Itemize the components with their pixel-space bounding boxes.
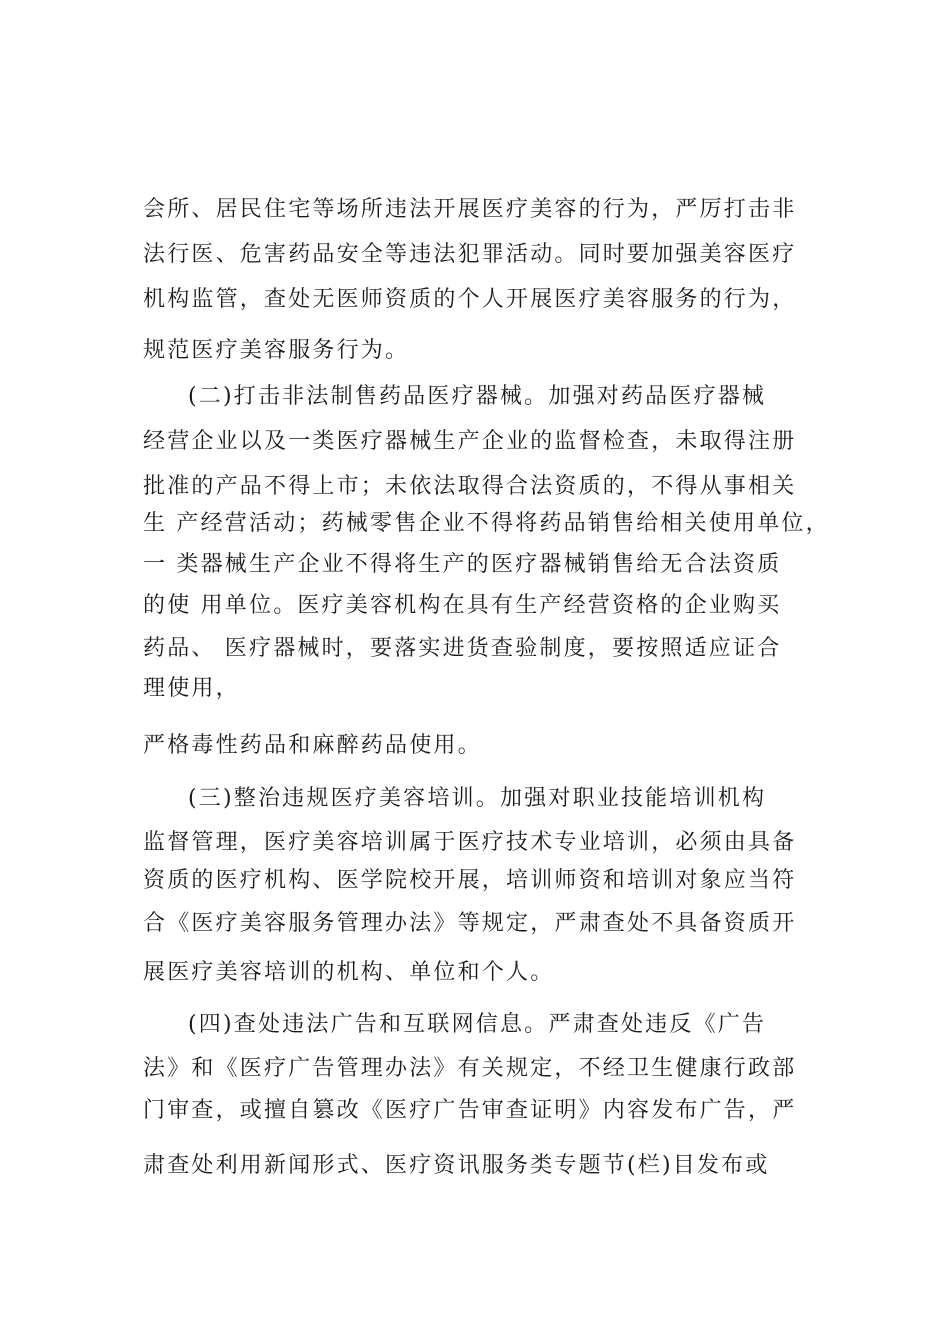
text-line: 门审查，或擅自篡改《医疗广告审查证明》内容发布广告，严: [143, 1098, 797, 1123]
paragraph-heading-2: (二)打击非法制售药品医疗器械。加强对药品医疗器械: [188, 384, 767, 409]
text-line: 会所、居民住宅等场所违法开展医疗美容的行为，严厉打击非: [143, 197, 797, 222]
text-line: 生 产经营活动；药械零售企业不得将药品销售给相关使用单位，: [143, 511, 830, 536]
text-line: 的使 用单位。医疗美容机构在具有生产经营资格的企业购买: [143, 593, 782, 618]
text-line: 机构监管，查处无医师资质的个人开展医疗美容服务的行为，: [143, 287, 797, 312]
text-line: 一 类器械生产企业不得将生产的医疗器械销售给无合法资质: [143, 552, 782, 577]
text-line: 监督管理，医疗美容培训属于医疗技术专业培训，必须由具备: [143, 830, 797, 855]
paragraph-heading-3: (三)整治违规医疗美容培训。加强对职业技能培训机构: [188, 786, 767, 811]
text-line: 合《医疗美容服务管理办法》等规定，严肃查处不具备资质开: [143, 911, 797, 936]
text-line: 严格毒性药品和麻醉药品使用。: [143, 733, 482, 758]
text-line: 理使用，: [143, 676, 240, 701]
text-line: 法》和《医疗广告管理办法》有关规定，不经卫生健康行政部: [143, 1056, 797, 1081]
text-line: 药品、 医疗器械时，要落实进货查验制度，要按照适应证合: [143, 636, 782, 661]
text-line: 经营企业以及一类医疗器械生产企业的监督检查，未取得注册: [143, 429, 797, 454]
text-line: 展医疗美容培训的机构、单位和个人。: [143, 960, 555, 985]
text-line: 规范医疗美容服务行为。: [143, 338, 410, 363]
text-line: 批准的产品不得上市；未依法取得合法资质的，不得从事相关: [143, 474, 797, 499]
text-line: 法行医、危害药品安全等违法犯罪活动。同时要加强美容医疗: [143, 242, 797, 267]
text-line: 肃查处利用新闻形式、医疗资讯服务类专题节(栏)目发布或: [143, 1153, 770, 1178]
text-line: 资质的医疗机构、医学院校开展，培训师资和培训对象应当符: [143, 868, 797, 893]
paragraph-heading-4: (四)查处违法广告和互联网信息。严肃查处违反《广告: [188, 1012, 767, 1037]
